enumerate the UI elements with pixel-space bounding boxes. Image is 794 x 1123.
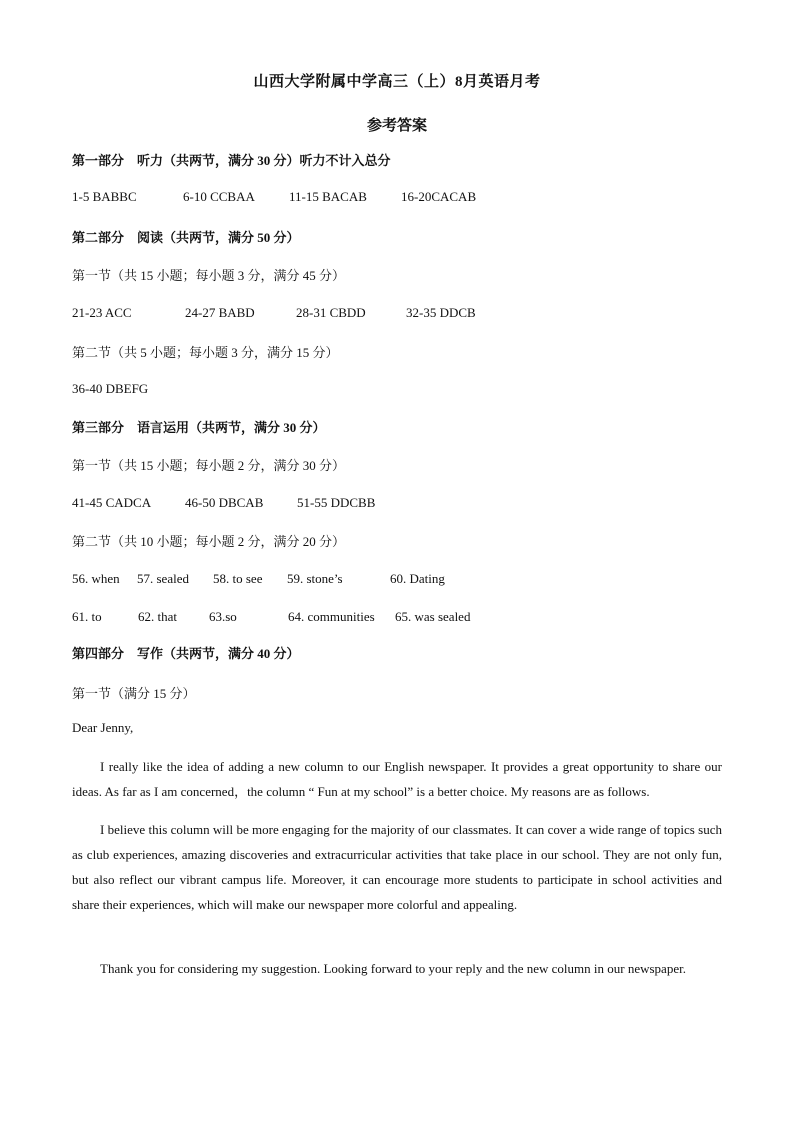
- page-title: 山西大学附属中学高三（上）8月英语月考: [253, 74, 541, 90]
- part3-section1-label: 第一节（共 15 小题；每小题 2 分，满分 30 分）: [72, 458, 346, 473]
- answer-group: 11-15 BACAB: [289, 189, 367, 204]
- letter-paragraph: Thank you for considering my suggestion. Looking forward to your reply and the new column in our newspaper.: [100, 961, 686, 976]
- letter-greeting: Dear Jenny,: [72, 720, 134, 735]
- answer-group: 1-5 BABBC: [72, 189, 137, 204]
- part2-section1-label: 第一节（共 15 小题；每小题 3 分，满分 45 分）: [72, 268, 346, 283]
- part2-heading: 第二部分 阅读（共两节，满分 50 分）: [72, 230, 300, 245]
- page-subtitle: 参考答案: [366, 118, 427, 134]
- answer-item: 58. to see: [213, 571, 263, 586]
- part2-section1-answers: [72, 305, 476, 321]
- answer-group: 41-45 CADCA: [72, 495, 152, 510]
- answer-group: 32-35 DDCB: [406, 305, 476, 320]
- answer-group: 16-20CACAB: [401, 189, 477, 204]
- part2-section2-answers: 36-40 DBEFG: [72, 381, 149, 396]
- part3-section2-label: 第二节（共 10 小题；每小题 2 分，满分 20 分）: [72, 534, 346, 549]
- answer-group: 46-50 DBCAB: [185, 495, 264, 510]
- part3-section2-answers-row1: [72, 571, 445, 587]
- part4-heading: 第四部分 写作（共两节，满分 40 分）: [72, 646, 300, 661]
- answer-group: 24-27 BABD: [185, 305, 255, 320]
- part3-section1-answers: [72, 495, 375, 511]
- part4-section1-label: 第一节（满分 15 分）: [72, 686, 196, 701]
- answer-item: 60. Dating: [390, 571, 445, 586]
- answer-item: 59. stone’s: [287, 571, 343, 586]
- answer-group: 6-10 CCBAA: [183, 189, 255, 204]
- letter-paragraph: I believe this column will be more engaging for the majority of our classmates. It can cover a wide range of topics such as club experiences, amazing discoveries and extracurricular activities that take place in our school. They are not only fun, but also reflect our vibrant campus life. Moreover, it can encourage more students to participate in school activities and share their experiences, which will make our newspaper more colorful and appealing.: [72, 822, 722, 912]
- part2-section2-label: 第二节（共 5 小题；每小题 3 分，满分 15 分）: [72, 345, 339, 360]
- answer-item: 64. communities: [288, 609, 375, 624]
- answer-group: 51-55 DDCBB: [297, 495, 376, 510]
- answer-item: 61. to: [72, 609, 102, 624]
- part1-heading: 第一部分 听力（共两节，满分 30 分）听力不计入总分: [72, 153, 391, 168]
- answer-group: 28-31 CBDD: [296, 305, 366, 320]
- answer-item: 57. sealed: [137, 571, 189, 586]
- answer-item: 65. was sealed: [395, 609, 471, 624]
- answer-item: 56. when: [72, 571, 120, 586]
- answer-item: 62. that: [138, 609, 177, 624]
- part1-answers: [72, 189, 476, 205]
- part3-section2-answers-row2: [72, 609, 470, 625]
- part3-heading: 第三部分 语言运用（共两节，满分 30 分）: [72, 420, 326, 435]
- letter-paragraph: I really like the idea of adding a new column to our English newspaper. It provides a great opportunity to share our ideas. As far as I am concerned，the column “ Fun at my school” is a better choice. My reasons are as follows.: [72, 759, 722, 799]
- answer-item: 63.so: [209, 609, 237, 624]
- answer-group: 21-23 ACC: [72, 305, 132, 320]
